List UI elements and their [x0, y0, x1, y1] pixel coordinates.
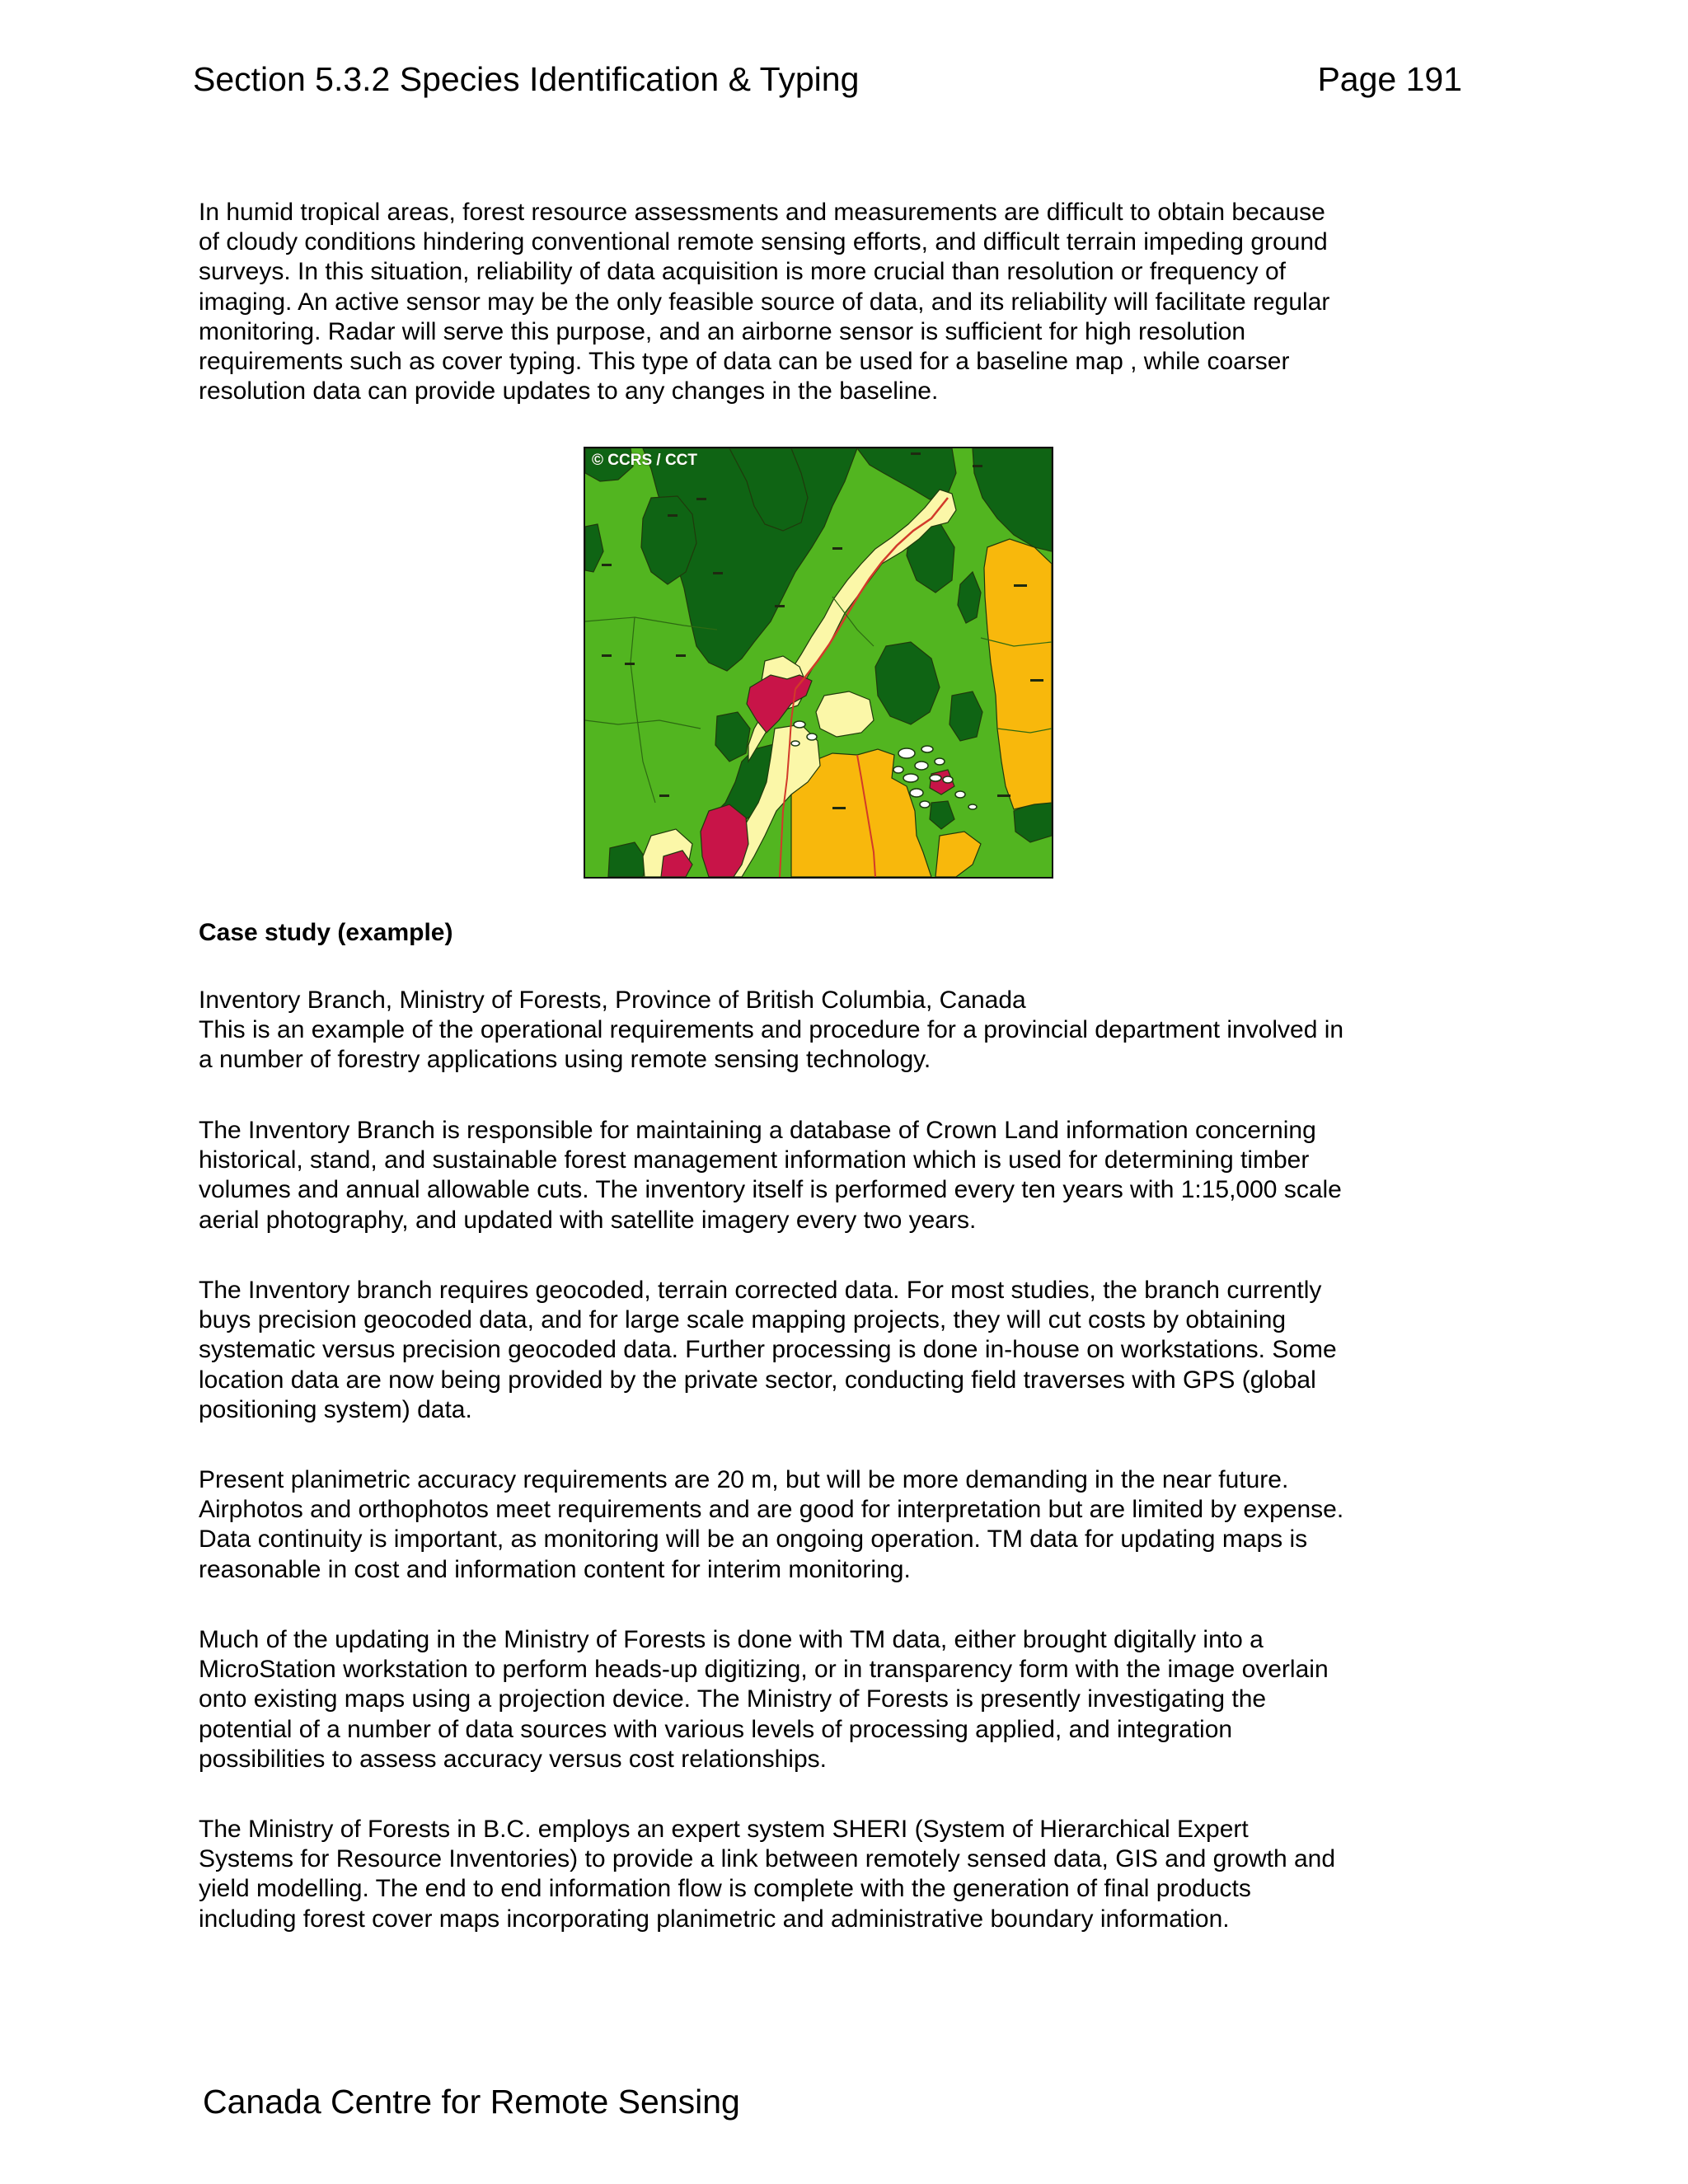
forest-cover-map	[585, 448, 1052, 877]
text-line: MicroStation workstation to perform heads-up digitizing, or in transparency form with the image overlain	[199, 1656, 1329, 1684]
text-line: of cloudy conditions hindering conventional remote sensing efforts, and difficult terrain impeding ground	[199, 228, 1328, 256]
text-line: volumes and annual allowable cuts. The inventory itself is performed every ten years with 1:15,000 scale	[199, 1176, 1342, 1204]
text-line: Inventory Branch, Ministry of Forests, Province of British Columbia, Canada	[199, 987, 1026, 1014]
text-line: Airphotos and orthophotos meet requirements and are good for interpretation but are limited by expense.	[199, 1496, 1344, 1524]
text-line: In humid tropical areas, forest resource assessments and measurements are difficult to obtain because	[199, 199, 1325, 226]
case-study-paragraph	[199, 1815, 1451, 1934]
text-line: positioning system) data.	[199, 1395, 472, 1423]
text-line: historical, stand, and sustainable forest management information which is used for determining timber	[199, 1146, 1310, 1174]
text-line: The Inventory Branch is responsible for maintaining a database of Crown Land information concerning	[199, 1117, 1316, 1144]
page-number: Page 191	[1317, 60, 1462, 98]
text-line: imaging. An active sensor may be the only feasible source of data, and its reliability will facilitate regular	[199, 288, 1330, 316]
page-header	[193, 56, 1462, 102]
text-line: Present planimetric accuracy requirements are 20 m, but will be more demanding in the near future.	[199, 1466, 1289, 1493]
text-line: including forest cover maps incorporating planimetric and administrative boundary information.	[199, 1905, 1230, 1933]
forest-cover-map-image	[584, 447, 1053, 879]
case-study-paragraph	[199, 1116, 1451, 1235]
text-line: surveys. In this situation, reliability of data acquisition is more crucial than resolution or frequency of	[199, 258, 1286, 286]
text-line: systematic versus precision geocoded data. Further processing is done in-house on workstations. Some	[199, 1336, 1337, 1364]
text-line: monitoring. Radar will serve this purpose, and an airborne sensor is sufficient for high resolution	[199, 317, 1246, 345]
case-study-paragraph	[199, 1625, 1451, 1774]
case-study-paragraph	[199, 986, 1451, 1076]
case-study-paragraph	[199, 1276, 1451, 1425]
footer-organization: Canada Centre for Remote Sensing	[203, 2083, 740, 2121]
text-line: onto existing maps using a projection device. The Ministry of Forests is presently investigating the	[199, 1685, 1267, 1713]
text-line: Data continuity is important, as monitoring will be an ongoing operation. TM data for updating maps is	[199, 1526, 1308, 1554]
case-study-paragraph	[199, 1465, 1451, 1585]
text-line: Systems for Resource Inventories) to provide a link between remotely sensed data, GIS and growth and	[199, 1845, 1336, 1873]
crimson-forest-class-region	[701, 804, 748, 877]
text-line: The Inventory branch requires geocoded, terrain corrected data. For most studies, the branch currently	[199, 1277, 1322, 1304]
text-line: requirements such as cover typing. This type of data can be used for a baseline map , while coarser	[199, 348, 1290, 376]
map-copyright-label: © CCRS / CCT	[592, 452, 697, 469]
text-line: This is an example of the operational requirements and procedure for a provincial department involved in	[199, 1016, 1344, 1044]
text-line: aerial photography, and updated with satellite imagery every two years.	[199, 1206, 977, 1234]
text-line: The Ministry of Forests in B.C. employs an expert system SHERI (System of Hierarchical Expert	[199, 1816, 1249, 1843]
case-study-heading: Case study (example)	[199, 919, 453, 946]
text-line: resolution data can provide updates to any changes in the baseline.	[199, 377, 939, 405]
text-line: buys precision geocoded data, and for large scale mapping projects, they will cut costs by obtaining	[199, 1306, 1287, 1334]
text-line: reasonable in cost and information content for interim monitoring.	[199, 1555, 911, 1583]
text-line: a number of forestry applications using remote sensing technology.	[199, 1046, 931, 1074]
intro-paragraph	[199, 198, 1451, 406]
text-line: yield modelling. The end to end information flow is complete with the generation of final products	[199, 1875, 1251, 1903]
section-title: Section 5.3.2 Species Identification & Typing	[193, 60, 860, 98]
text-line: Much of the updating in the Ministry of Forests is done with TM data, either brought digitally into a	[199, 1626, 1264, 1653]
text-line: possibilities to assess accuracy versus cost relationships.	[199, 1745, 827, 1773]
text-line: location data are now being provided by the private sector, conducting field traverses with GPS (global	[199, 1366, 1316, 1394]
text-line: potential of a number of data sources with various levels of processing applied, and integration	[199, 1715, 1233, 1743]
